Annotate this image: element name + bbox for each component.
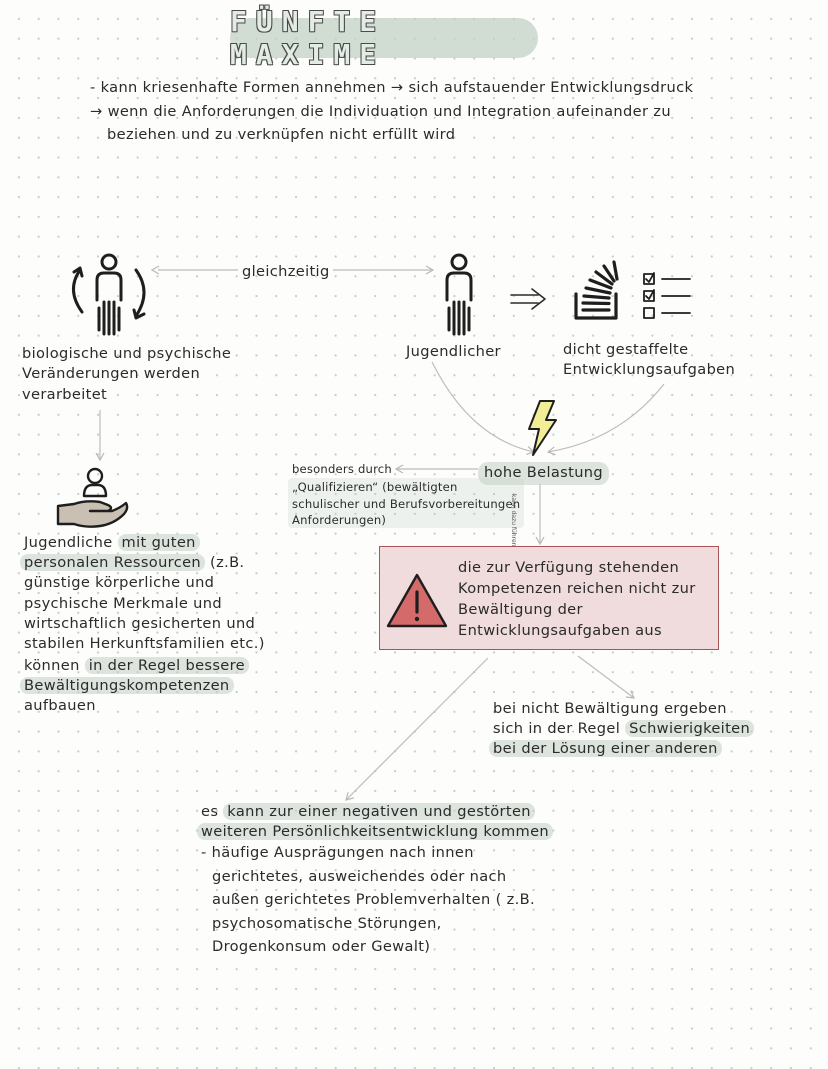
bottom-result-highlight-2: weiteren Persönlichkeitsentwicklung kommen [197,823,553,840]
bottom-result-line-3: - häufige Ausprägungen nach innen [201,844,474,861]
resources-line-7 [24,656,249,677]
person-change-icon [64,250,154,340]
load-label: hohe Belastung [478,462,609,485]
person-icon [436,250,480,338]
checklist-icon [640,270,694,322]
right-result-highlight-2: bei der Lösung einer anderen [489,740,722,757]
left-caption-line-2: Veränderungen werden [22,365,201,382]
resources-l6a: können [24,657,85,674]
stack-icon [572,258,626,322]
warning-line-1: die zur Verfügung stehenden [458,559,680,576]
resources-highlight-4: Bewältigungskompetenzen [20,677,234,694]
warning-line-2: Kompetenzen reichen nicht zur [458,580,696,597]
resources-post: (z.B. [205,554,245,571]
resources-line-2 [20,553,244,574]
resources-highlight-2: personalen Ressourcen [20,554,205,571]
connector-label: gleichzeitig [242,263,330,280]
intro-line-1: - kann kriesenhafte Formen annehmen → sich aufstauender Entwicklungsdruck [90,79,694,96]
bottom-result-line-2 [197,822,553,843]
hand-person-icon [56,464,130,530]
warning-line-4: Entwicklungsaufgaben aus [458,622,662,639]
resources-highlight-1: mit guten [118,534,200,551]
side-note: kann dazu führen [510,494,517,547]
bottom-result-l1a: es [201,803,224,820]
bottom-result-line-6: psychosomatische Störungen, [212,915,442,932]
resources-line-4: psychische Merkmale und [24,595,222,612]
right-result-line-3 [489,739,722,760]
intro-line-3: beziehen und zu verknüpfen nicht erfüllt wird [107,126,456,143]
resources-line-6: stabilen Herkunftsfamilien etc.) [24,635,265,652]
left-caption-line-1: biologische und psychische [22,345,232,362]
right-result-line-2 [493,719,754,740]
page-title: FÜNFTE MAXIME [230,18,538,58]
resources-line-5: wirtschaftlich gesicherten und [24,615,256,632]
resources-line-8 [20,676,234,697]
warning-icon [385,572,449,630]
especially-line-2: schulischer und Berufsvorbereitungen [292,497,521,511]
warning-line-3: Bewältigung der [458,601,583,618]
right-result-l2a: sich in der Regel [493,720,626,737]
person-label: Jugendlicher [406,343,501,360]
left-caption-line-3: verarbeitet [22,386,108,403]
resources-pre: Jugendliche [24,534,113,551]
especially-line-3: Anforderungen) [292,513,387,527]
resources-highlight-3: in der Regel bessere [85,657,249,674]
right-result-highlight-1: Schwierigkeiten [625,720,754,737]
bottom-result-line-4: gerichtetes, ausweichendes oder nach [212,868,507,885]
especially-intro: besonders durch [292,462,392,476]
bottom-result-highlight-1: kann zur einer negativen und gestörten [223,803,535,820]
intro-line-2: → wenn die Anforderungen die Individuation und Integration aufeinander zu [90,103,671,120]
resources-line-9: aufbauen [24,697,96,714]
bottom-result-line-1 [201,802,535,823]
tasks-caption-line-1: dicht gestaffelte [563,341,689,358]
tasks-caption-line-2: Entwicklungsaufgaben [563,361,736,378]
resources-line-3: günstige körperliche und [24,574,215,591]
bottom-result-line-5: außen gerichtetes Problemverhalten ( z.B. [212,891,535,908]
resources-line-1 [24,533,200,554]
implies-arrow-icon [508,286,550,312]
right-result-line-1: bei nicht Bewältigung ergeben [493,700,727,717]
lightning-bolt-icon [522,398,560,458]
especially-line-1: „Qualifizieren“ (bewältigten [292,480,458,494]
bottom-result-line-7: Drogenkonsum oder Gewalt) [212,938,431,955]
